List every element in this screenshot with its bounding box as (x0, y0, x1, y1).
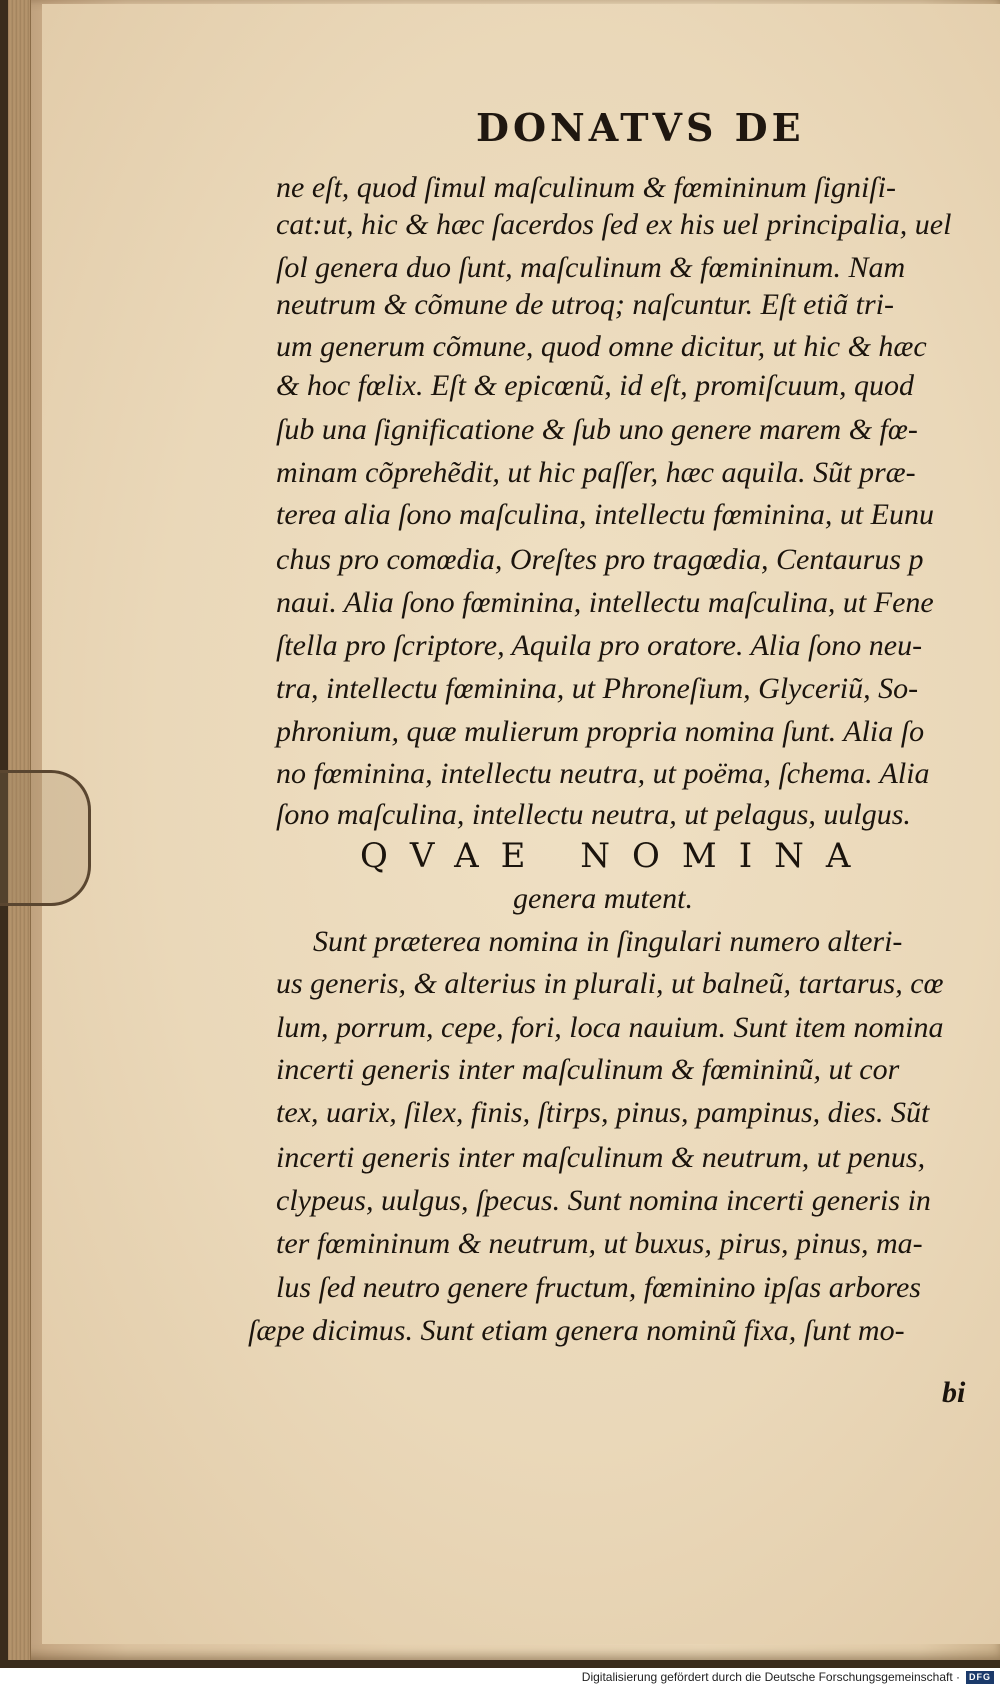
text-line: neutrum & cõmune de utroq; naſcuntur. Eſt etiã tri- (276, 288, 894, 321)
text-line: terea alia ſono maſculina, intellectu fœminina, ut Eunu (276, 498, 934, 531)
text-line: incerti generis inter maſculinum & neutrum, ut penus, (276, 1141, 926, 1174)
text-line: & hoc fœlix. Eſt & epicœnũ, id eſt, promiſcuum, quod (276, 369, 914, 402)
text-line: ſæpe dicimus. Sunt etiam genera nominũ fixa, ſunt mo- (248, 1314, 905, 1347)
dfg-logo: DFG (966, 1671, 994, 1684)
catchword: bi (942, 1376, 966, 1409)
text-line: ter fœmininum & neutrum, ut buxus, pirus, pinus, ma- (276, 1227, 923, 1260)
text-line: clypeus, uulgus, ſpecus. Sunt nomina incerti generis in (276, 1184, 931, 1217)
text-line: ſono maſculina, intellectu neutra, ut pelagus, uulgus. (276, 798, 911, 831)
text-line: us generis, & alterius in plurali, ut balneũ, tartarus, cœ (276, 967, 944, 1000)
text-line: phronium, quæ mulierum propria nomina ſunt. Alia ſo (276, 715, 925, 748)
text-line: ſub una ſignificatione & ſub uno genere marem & fœ- (276, 413, 918, 446)
text-line: tra, intellectu fœminina, ut Phroneſium, Glyceriũ, So- (276, 672, 919, 705)
page-tab-marker (0, 770, 91, 906)
text-line: ne eſt, quod ſimul maſculinum & fœmininum ſigniſi- (276, 171, 896, 204)
section-heading: QVAE NOMINA (360, 836, 873, 876)
text-line: cat:ut, hic & hæc ſacerdos ſed ex his uel principalia, uel (276, 208, 952, 241)
book-page (8, 0, 1000, 1660)
text-line: tex, uarix, ſilex, finis, ſtirps, pinus, pampinus, dies. Sũt (276, 1096, 930, 1129)
text-line: incerti generis inter maſculinum & fœmininũ, ut cor (276, 1053, 900, 1086)
funding-credit: Digitalisierung gefördert durch die Deutsche Forschungsgemeinschaft · (581, 1670, 960, 1684)
text-line: Sunt præterea nomina in ſingulari numero alteri- (313, 925, 903, 958)
text-line: ſol genera duo ſunt, maſculinum & fœmininum. Nam (276, 251, 906, 284)
running-head: DONATVS DE (476, 105, 805, 150)
text-line: lus ſed neutro genere fructum, fœminino ipſas arbores (276, 1271, 921, 1304)
text-line: no fœminina, intellectu neutra, ut poëma, ſchema. Alia (276, 757, 930, 790)
text-line: chus pro comœdia, Oreſtes pro tragœdia, Centaurus p (276, 543, 924, 576)
section-subheading: genera mutent. (513, 882, 693, 915)
text-line: ſtella pro ſcriptore, Aquila pro oratore. Alia ſono neu- (276, 629, 923, 662)
digitization-footer (0, 1668, 1000, 1689)
text-line: um generum cõmune, quod omne dicitur, ut hic & hæc (276, 330, 927, 363)
text-line: lum, porrum, cepe, fori, loca nauium. Sunt item nomina (276, 1011, 944, 1044)
text-line: minam cõprehẽdit, ut hic paſſer, hæc aquila. Sũt præ- (276, 456, 916, 489)
text-line: naui. Alia ſono fœminina, intellectu maſculina, ut Fene (276, 586, 934, 619)
